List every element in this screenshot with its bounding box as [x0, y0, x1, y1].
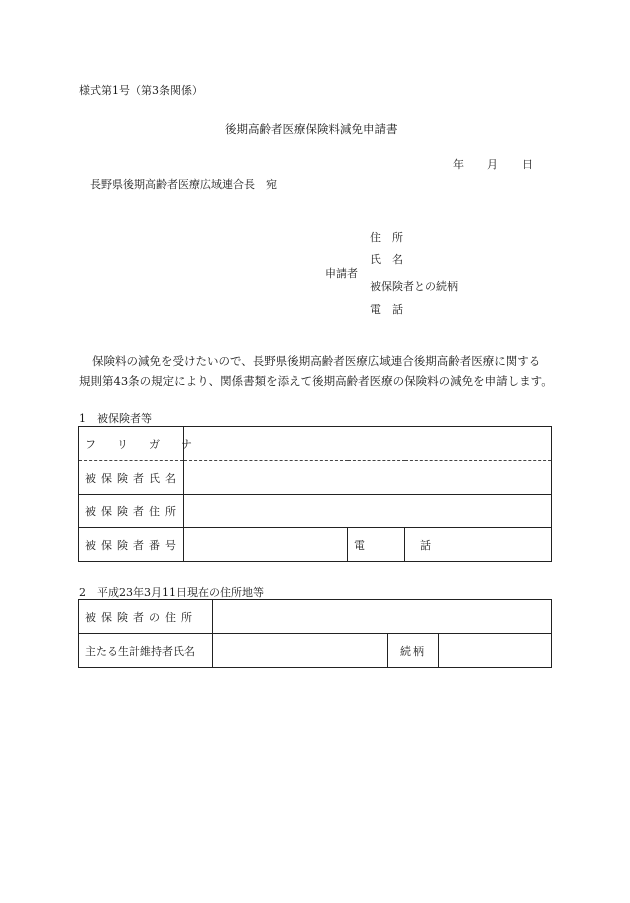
applicant-phone-label: 電 話	[370, 303, 403, 316]
form-number: 様式第1号（第3条関係）	[79, 84, 203, 97]
table-row	[79, 461, 552, 495]
applicant-address-label: 住 所	[370, 231, 403, 244]
insured-number-field[interactable]	[184, 528, 348, 562]
table-row	[79, 600, 552, 634]
date-month-label: 月	[487, 158, 498, 171]
addressee: 長野県後期高齢者医療広域連合長 宛	[90, 178, 277, 191]
table-row	[79, 427, 552, 461]
insured-address-field[interactable]	[184, 495, 552, 528]
residence-info-table	[78, 599, 552, 668]
furigana-field[interactable]	[184, 427, 552, 461]
section1-heading: 1 被保険者等	[79, 412, 152, 425]
body-text-line-1: 保険料の減免を受けたいので、長野県後期高齢者医療広域連合後期高齢者医療に関する	[92, 354, 541, 368]
applicant-label: 申請者	[325, 267, 358, 280]
table-row	[79, 634, 552, 668]
body-text-line-2: 規則第43条の規定により、関係書類を添えて後期高齢者医療の保険料の減免を申請します。	[79, 374, 553, 388]
relationship-field[interactable]	[439, 634, 552, 668]
insured-number-label: 被保険者番号	[79, 528, 184, 562]
household-head-label: 主たる生計維持者氏名	[79, 634, 213, 668]
date-day-label: 日	[522, 158, 533, 171]
table-row	[79, 528, 552, 562]
insured-info-table	[78, 426, 552, 562]
page-title: 後期高齢者医療保険料減免申請書	[225, 122, 398, 136]
insured-name-field[interactable]	[184, 461, 552, 495]
household-head-field[interactable]	[213, 634, 388, 668]
table-row	[79, 495, 552, 528]
residence-address-label: 被保険者の住所	[79, 600, 213, 634]
applicant-relationship-label: 被保険者との続柄	[370, 280, 458, 293]
furigana-label: フ リ ガ ナ	[79, 427, 184, 461]
insured-name-label: 被保険者氏名	[79, 461, 184, 495]
residence-address-field[interactable]	[213, 600, 552, 634]
relationship-label: 続柄	[388, 634, 439, 668]
date-year-label: 年	[453, 158, 464, 171]
applicant-name-label: 氏 名	[370, 253, 403, 266]
section2-heading: 2 平成23年3月11日現在の住所地等	[79, 586, 264, 599]
insured-address-label: 被保険者住所	[79, 495, 184, 528]
phone-label: 電 話	[348, 528, 405, 562]
